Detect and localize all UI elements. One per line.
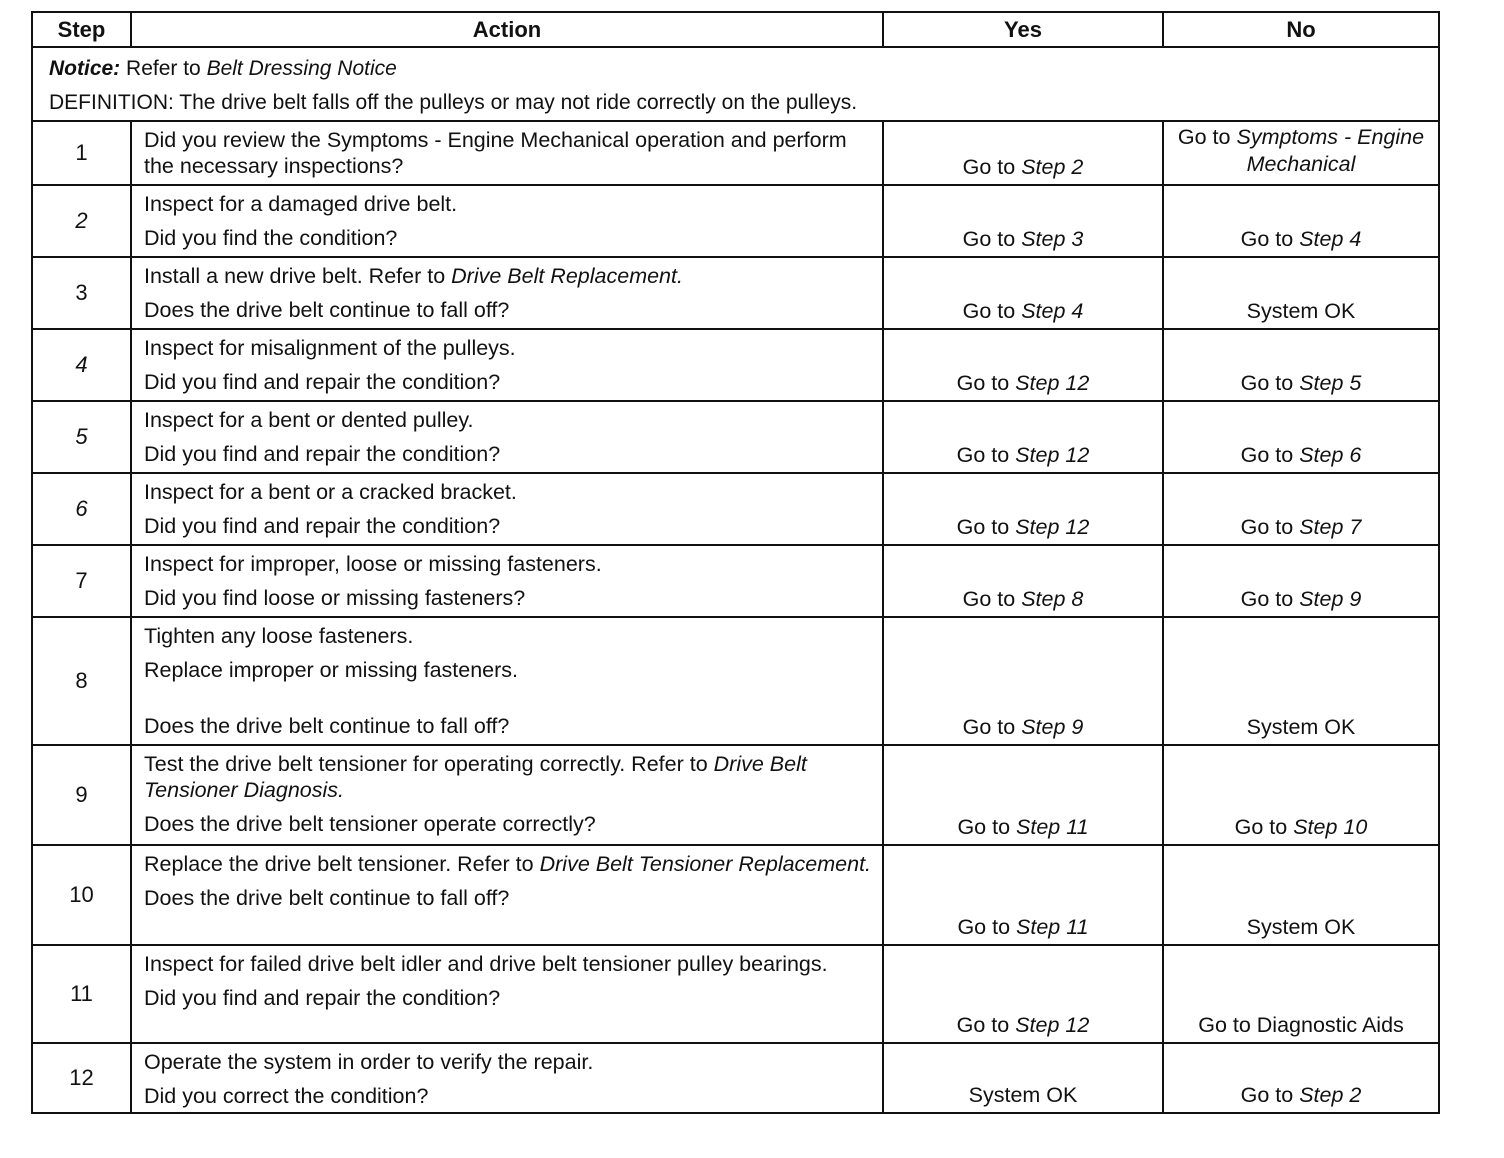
action-question: Did you find and repair the condition?	[144, 514, 501, 538]
action-text: Inspect for improper, loose or missing fasteners.	[144, 552, 602, 576]
step-number: 1	[32, 121, 131, 185]
table-row	[32, 473, 1439, 545]
action-text: Did you review the Symptoms - Engine Mechanical operation and perform the necessary inspections?	[144, 128, 847, 178]
action-text: Tighten any loose fasteners.	[144, 624, 414, 648]
yes-prefix: Go to	[957, 915, 1011, 939]
yes-step-link[interactable]: Step 3	[1021, 227, 1084, 251]
step-number: 2	[32, 185, 131, 257]
yes-prefix: Go to	[957, 815, 1011, 839]
action-text-2: Replace improper or missing fasteners.	[144, 658, 519, 682]
no-step-link[interactable]: Step 7	[1299, 515, 1362, 539]
yes-prefix: Go to	[956, 371, 1010, 395]
action-question: Did you find the condition?	[144, 226, 398, 250]
header-no: No	[1163, 12, 1439, 47]
action-question: Does the drive belt continue to fall off?	[144, 298, 510, 322]
action-cell	[131, 617, 883, 745]
no-step-link[interactable]: Step 4	[1299, 227, 1362, 251]
no-step-link[interactable]: Symptoms - Engine Mechanical	[1236, 125, 1425, 176]
no-step-link[interactable]: Step 6	[1299, 443, 1362, 467]
action-cell	[131, 473, 883, 545]
no-cell	[1163, 401, 1439, 473]
step-number: 6	[32, 473, 131, 545]
yes-cell	[883, 945, 1163, 1043]
table-row	[32, 257, 1439, 329]
no-prefix: Go to	[1240, 227, 1294, 251]
no-prefix: Go to	[1240, 587, 1294, 611]
no-cell	[1163, 745, 1439, 845]
notice-reference: Belt Dressing Notice	[206, 57, 397, 80]
no-step-link[interactable]: Step 2	[1299, 1083, 1362, 1107]
yes-cell	[883, 329, 1163, 401]
no-prefix: Go to	[1240, 515, 1294, 539]
yes-step-link[interactable]: Step 12	[1015, 515, 1090, 539]
table-row	[32, 185, 1439, 257]
header-action: Action	[131, 12, 883, 47]
table-row	[32, 745, 1439, 845]
no-cell	[1163, 329, 1439, 401]
notice-cell	[32, 47, 1439, 121]
action-question: Does the drive belt tensioner operate correctly?	[144, 812, 596, 836]
header-row	[32, 12, 1439, 47]
yes-cell	[883, 185, 1163, 257]
no-prefix: Go to	[1240, 443, 1294, 467]
yes-cell	[883, 257, 1163, 329]
yes-step-link[interactable]: Step 12	[1015, 443, 1090, 467]
action-question: Does the drive belt continue to fall off?	[144, 714, 510, 738]
yes-step-link[interactable]: Step 11	[1016, 915, 1089, 939]
action-text: Inspect for misalignment of the pulleys.	[144, 336, 516, 360]
action-reference[interactable]: Drive Belt Tensioner Replacement.	[539, 852, 872, 876]
yes-prefix: Go to	[956, 443, 1010, 467]
action-cell	[131, 121, 883, 185]
action-question: Did you find loose or missing fasteners?	[144, 586, 526, 610]
table-row	[32, 401, 1439, 473]
yes-step-link[interactable]: Step 12	[1015, 371, 1090, 395]
action-question: Did you correct the condition?	[144, 1084, 429, 1108]
yes-cell	[883, 401, 1163, 473]
action-text: Inspect for a bent or dented pulley.	[144, 408, 474, 432]
yes-prefix: Go to	[962, 715, 1016, 739]
no-prefix: Go to	[1240, 371, 1294, 395]
notice-row	[32, 47, 1439, 121]
step-number: 12	[32, 1043, 131, 1113]
table-row	[32, 121, 1439, 185]
action-text: Test the drive belt tensioner for operating correctly. Refer to	[144, 752, 708, 776]
action-cell	[131, 257, 883, 329]
table-row	[32, 329, 1439, 401]
header-step: Step	[32, 12, 131, 47]
yes-cell: System OK	[883, 1043, 1163, 1113]
table-row	[32, 845, 1439, 945]
step-number: 5	[32, 401, 131, 473]
no-prefix: Go to	[1234, 815, 1288, 839]
table-row	[32, 617, 1439, 745]
action-reference[interactable]: Drive Belt Replacement.	[451, 264, 683, 288]
yes-prefix: Go to	[962, 227, 1016, 251]
yes-cell	[883, 473, 1163, 545]
no-step-link[interactable]: Step 9	[1299, 587, 1362, 611]
yes-cell	[883, 745, 1163, 845]
no-cell	[1163, 473, 1439, 545]
yes-cell	[883, 845, 1163, 945]
notice-label: Notice:	[49, 57, 121, 80]
yes-prefix: Go to	[962, 587, 1016, 611]
yes-cell	[883, 121, 1163, 185]
yes-prefix: Go to	[962, 155, 1016, 179]
action-cell	[131, 845, 883, 945]
diagnostic-table	[31, 11, 1440, 1114]
action-cell	[131, 545, 883, 617]
step-number: 7	[32, 545, 131, 617]
action-text: Install a new drive belt. Refer to	[144, 264, 446, 288]
no-cell: System OK	[1163, 845, 1439, 945]
action-cell	[131, 185, 883, 257]
yes-step-link[interactable]: Step 12	[1015, 1013, 1090, 1037]
yes-step-link[interactable]: Step 11	[1016, 815, 1089, 839]
no-cell	[1163, 1043, 1439, 1113]
no-cell: System OK	[1163, 617, 1439, 745]
action-question: Does the drive belt continue to fall off?	[144, 886, 510, 910]
yes-prefix: Go to	[962, 299, 1016, 323]
yes-cell	[883, 545, 1163, 617]
yes-prefix: Go to	[956, 515, 1010, 539]
no-step-link[interactable]: Step 10	[1293, 815, 1368, 839]
action-text: Operate the system in order to verify the repair.	[144, 1050, 594, 1074]
table-row	[32, 945, 1439, 1043]
step-number: 4	[32, 329, 131, 401]
action-text: Inspect for failed drive belt idler and drive belt tensioner pulley bearings.	[144, 952, 828, 976]
yes-cell	[883, 617, 1163, 745]
step-number: 8	[32, 617, 131, 745]
action-cell	[131, 1043, 883, 1113]
action-question: Did you find and repair the condition?	[144, 986, 501, 1010]
action-reference[interactable]: Drive Belt Tensioner Diagnosis.	[144, 752, 807, 802]
action-text: Replace the drive belt tensioner. Refer to	[144, 852, 534, 876]
no-cell	[1163, 545, 1439, 617]
step-number: 9	[32, 745, 131, 845]
step-number: 10	[32, 845, 131, 945]
action-question: Did you find and repair the condition?	[144, 442, 501, 466]
no-prefix: Go to	[1177, 125, 1231, 149]
action-text: Inspect for a bent or a cracked bracket.	[144, 480, 517, 504]
step-number: 3	[32, 257, 131, 329]
table-row	[32, 1043, 1439, 1113]
action-question: Did you find and repair the condition?	[144, 370, 501, 394]
table-row	[32, 545, 1439, 617]
no-cell	[1163, 185, 1439, 257]
no-prefix: Go to	[1240, 1083, 1294, 1107]
header-yes: Yes	[883, 12, 1163, 47]
definition-text: DEFINITION: The drive belt falls off the pulleys or may not ride correctly on the pulleys.	[49, 91, 858, 114]
no-cell	[1163, 121, 1439, 185]
no-step-link[interactable]: Step 5	[1299, 371, 1362, 395]
no-cell: System OK	[1163, 257, 1439, 329]
yes-step-link[interactable]: Step 4	[1021, 299, 1084, 323]
yes-step-link[interactable]: Step 8	[1021, 587, 1084, 611]
yes-step-link[interactable]: Step 9	[1021, 715, 1084, 739]
yes-step-link[interactable]: Step 2	[1021, 155, 1084, 179]
no-cell: Go to Diagnostic Aids	[1163, 945, 1439, 1043]
action-cell	[131, 401, 883, 473]
action-cell	[131, 745, 883, 845]
notice-text: Refer to	[126, 57, 201, 80]
action-text: Inspect for a damaged drive belt.	[144, 192, 458, 216]
action-cell	[131, 329, 883, 401]
step-number: 11	[32, 945, 131, 1043]
yes-prefix: Go to	[956, 1013, 1010, 1037]
action-cell	[131, 945, 883, 1043]
